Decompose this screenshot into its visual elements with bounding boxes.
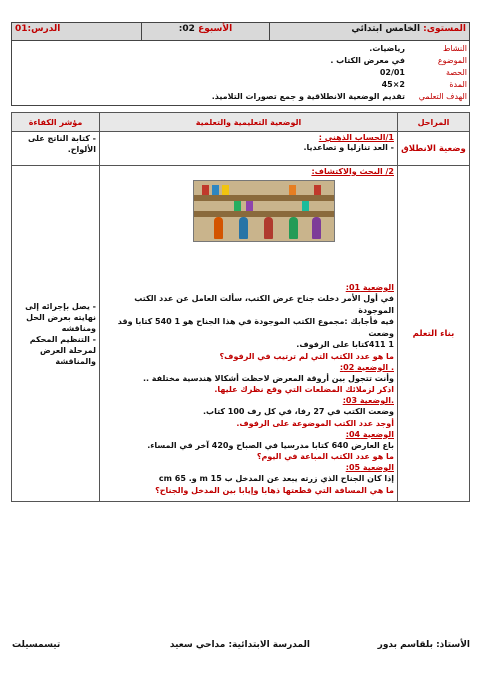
situation-2-question: اذكر لزملائك المضلعات التي وقع نظرك عليها. <box>214 385 394 394</box>
town-name: تيسمسيلت <box>12 640 61 650</box>
session-value: 02/01 <box>379 68 405 77</box>
col-stages: المراحل <box>398 113 470 132</box>
week-cell <box>142 23 270 41</box>
activity-label: النشاط <box>442 44 467 53</box>
indicator-2: - يصل بإجرائه إلى نهايته بعرض الحل ومناقشه - التنظيم المحكم لمرحلة العرض والمناقشة <box>12 166 100 502</box>
situation-2-title: . الوضعية 02: <box>339 362 394 372</box>
lesson-sheet <box>12 22 470 502</box>
topic-label: الموضوع <box>437 56 467 65</box>
col-indicator: مؤشر الكفاءة <box>12 113 100 132</box>
week-label: الأسبوع <box>198 24 233 34</box>
discovery-title: 2/ البحث والاكتشاف: <box>311 167 394 176</box>
topic-value: في معرض الكتاب . <box>330 56 405 65</box>
situation-5-text-1: إذا كان الجناح الذي زرته يبعد عن المدخل ب 15 m و. 65 cm <box>158 474 394 483</box>
situation-4-title: الوضعية 04: <box>345 429 394 439</box>
situation-3-question: أوجد عدد الكتب الموضوعة على الرفوف. <box>236 418 394 428</box>
activity-value: رياضيات. <box>369 44 405 53</box>
stage-build: بناء التعلم <box>398 166 470 502</box>
duration-label: المدة <box>449 80 467 89</box>
situation-1-text-3: 1 411كتابا على الرفوف. <box>296 340 394 349</box>
situation-1-title: الوضعية 01: <box>345 283 394 292</box>
situation-1-question: ما هو عدد الكتب التي لم ترتيب في الرفوف؟ <box>219 351 394 361</box>
level-label: المستوى: <box>423 24 466 34</box>
col-situation: الوضعية التعليمية والتعلمية <box>100 113 398 132</box>
indicator-1: - كتابة الناتج على الألواح. <box>12 132 100 166</box>
situation-4-question: ما هو عدد الكتب المباعة في اليوم؟ <box>256 452 394 461</box>
week-value: 02: <box>178 24 195 34</box>
teacher-name: الأستاذ: بلقاسم بدور <box>377 640 470 650</box>
mental-calc-line: - العد تنازليا و تصاعديا. <box>303 143 394 152</box>
situation-4-text-1: باع العارض 640 كتابا مدرسيا في الصباح و420 آخر في المساء. <box>147 440 394 450</box>
level-value: الخامس ابتدائي <box>351 24 421 34</box>
table-row <box>12 166 470 502</box>
situation-3-title: .الوضعية 03: <box>342 396 394 405</box>
session-label: الحصة <box>445 68 467 77</box>
stage-launch: وضعية الانطلاق <box>398 132 470 166</box>
lesson-header <box>11 22 470 106</box>
duration-value: 2×45 <box>381 80 405 89</box>
mental-calc-title: 1/الحساب الذهني : <box>318 133 394 142</box>
objective-value: تقديم الوضعية الانطلاقية و جمع تصورات التلاميذ. <box>211 92 405 101</box>
lesson-number: الدرس:01 <box>12 23 142 41</box>
lesson-table <box>11 112 470 502</box>
footer <box>12 640 470 656</box>
situation-1-text-1: في أول الأمر دخلت جناح عرض الكتب، سألت العامل عن عدد الكتب الموجودة <box>134 294 394 315</box>
situation-2-text-1: وأنت تتجول بين أروقة المعرض لاحظت أشكالا هندسية مختلفة .. <box>142 373 394 383</box>
situation-5-question: ما هي المسافة التي قطعتها ذهابا وإيابا بين المدخل والجناح؟ <box>155 485 394 495</box>
situation-5-title: الوضعية 05: <box>345 463 394 472</box>
book-fair-image <box>193 180 335 242</box>
level-cell <box>270 23 470 41</box>
table-row <box>12 132 470 166</box>
situation-1-text-2: فيه فأجابك :مجموع الكتب الموجودة في هذا الجناح هو 1 540 كتابا وقد وضعت <box>117 317 394 338</box>
lesson-info <box>12 41 469 105</box>
situation-3-text-1: وضعت الكتب في 27 رفا، في كل رف 100 كتاب. <box>203 407 394 416</box>
objective-label: الهدف التعلمي <box>418 92 467 101</box>
school-name: المدرسة الابتدائية: مداحي سعيد <box>169 640 310 650</box>
